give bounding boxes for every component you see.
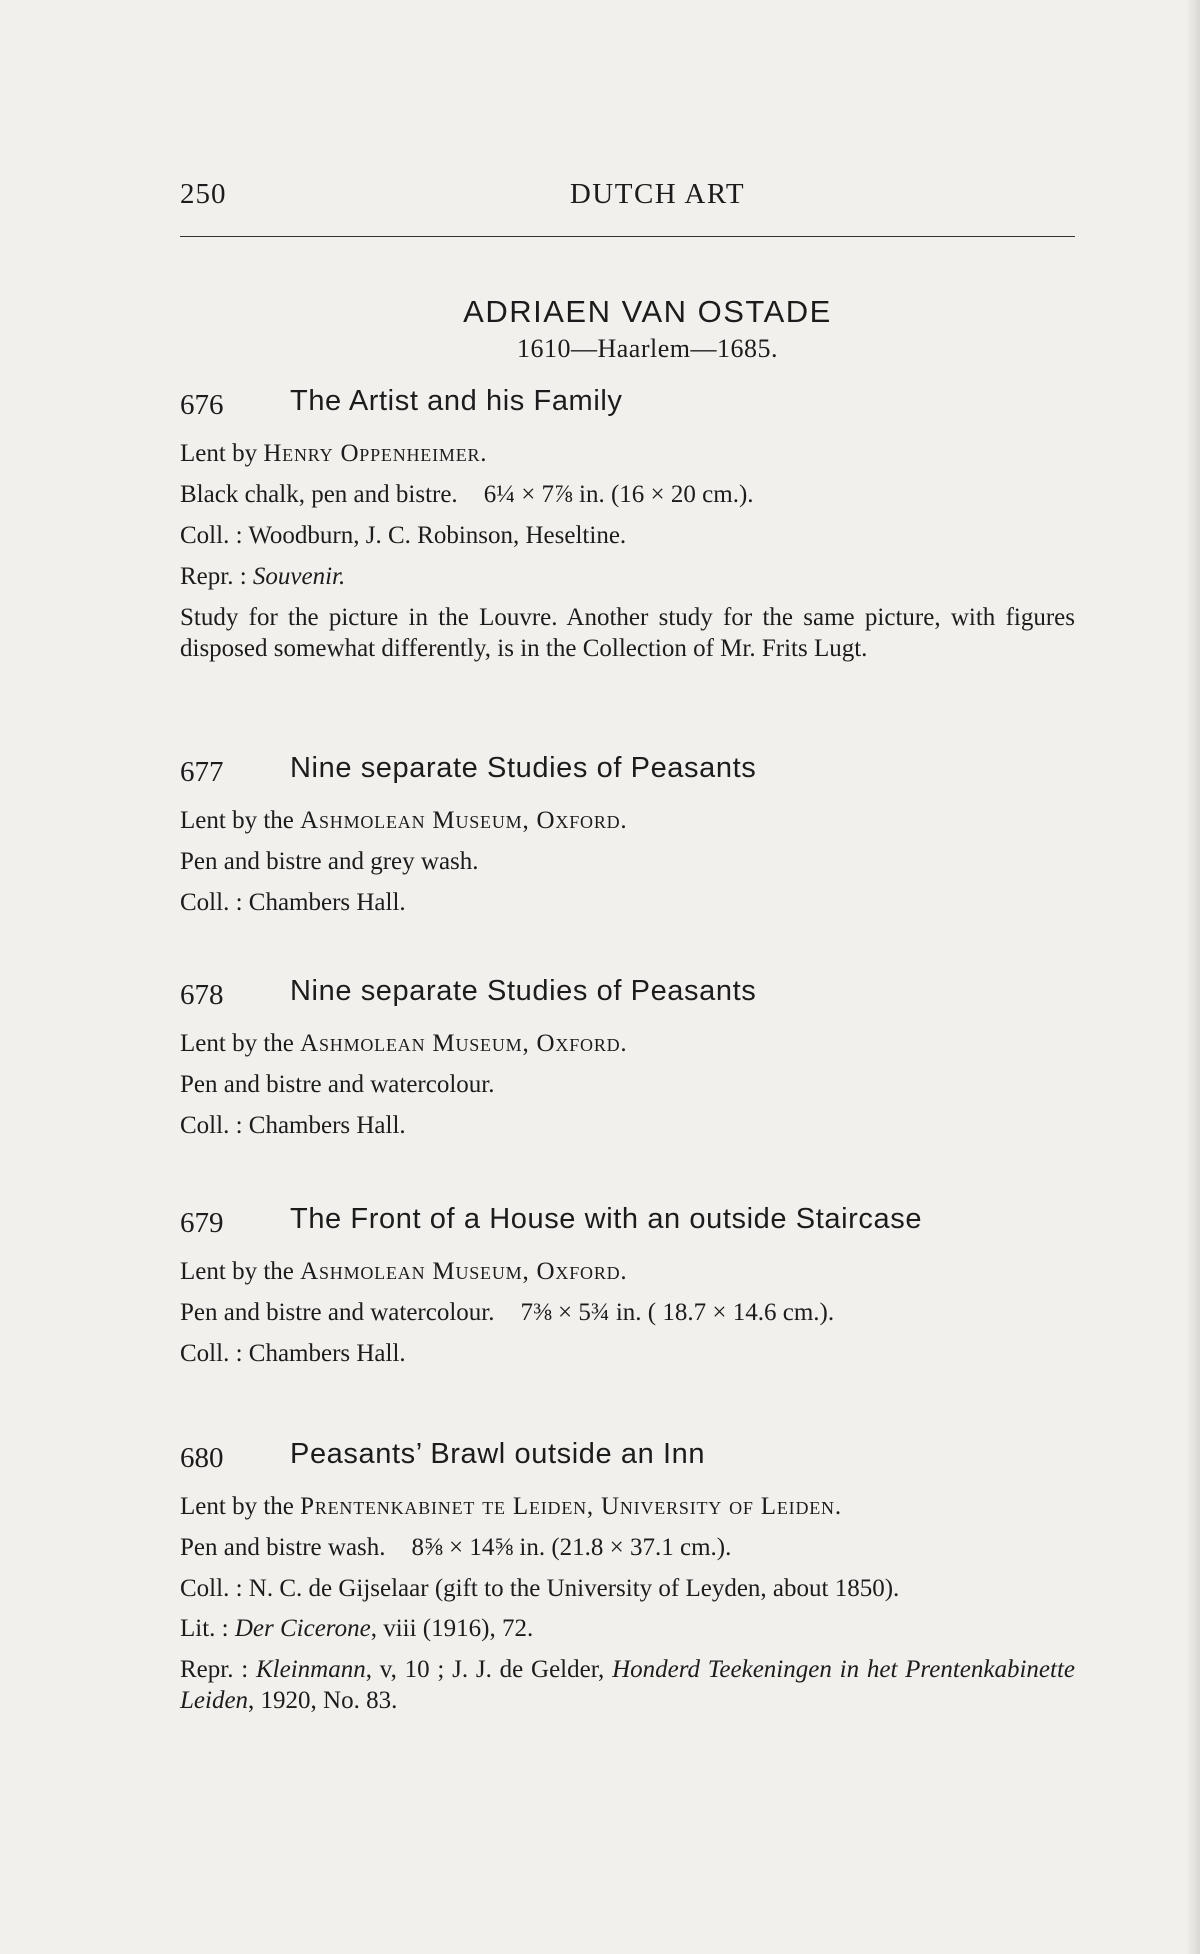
entry-title: Peasants’ Brawl outside an Inn	[290, 1438, 706, 1470]
lit-label: Lit. :	[180, 1615, 229, 1642]
coll-text: Chambers Hall.	[248, 1340, 406, 1367]
running-title: DUTCH ART	[569, 178, 746, 210]
repr-work-title-2: Honderd Teekeningen in het Prentenkabinette Leiden	[180, 1656, 1076, 1714]
repr-citation-end: , 1920, No. 83.	[248, 1687, 398, 1714]
medium-text: Pen and bistre and watercolour.	[180, 1299, 495, 1326]
entry-heading	[180, 752, 1075, 796]
catalogue-entry-680	[180, 1438, 1075, 1716]
entry-medium	[180, 479, 1075, 511]
entry-heading	[180, 1438, 1075, 1482]
entry-title: Nine separate Studies of Peasants	[290, 975, 757, 1007]
entry-literature	[180, 1613, 1075, 1645]
artist-dates: 1610—Haarlem—1685.	[516, 334, 778, 363]
entry-collection	[180, 887, 1075, 919]
lender-name: Ashmolean Museum, Oxford.	[300, 807, 628, 834]
coll-text: Woodburn, J. C. Robinson, Heseltine.	[248, 522, 627, 549]
catalogue-entry-676	[180, 385, 1075, 664]
entry-number: 679	[180, 1207, 224, 1239]
repr-citation: , v, 10 ; J. J. de Gelder,	[365, 1656, 613, 1683]
medium-text: Pen and bistre and grey wash.	[180, 848, 479, 875]
entry-collection	[180, 1110, 1075, 1142]
lender-name: Prentenkabinet te Leiden, University of Leiden.	[300, 1493, 842, 1520]
artist-heading	[180, 292, 1075, 366]
entry-title: The Front of a House with an outside Staircase	[290, 1203, 923, 1235]
entry-lender	[180, 438, 1075, 470]
page-number: 250	[180, 178, 227, 210]
coll-label: Coll. :	[180, 522, 243, 549]
repr-label: Repr. :	[180, 1656, 249, 1683]
medium-text: Black chalk, pen and bistre.	[180, 481, 458, 508]
coll-label: Coll. :	[180, 1575, 243, 1602]
entry-lender	[180, 1491, 1075, 1523]
entry-collection	[180, 520, 1075, 552]
catalogue-entry-678	[180, 975, 1075, 1142]
repr-label: Repr. :	[180, 563, 247, 590]
entry-heading	[180, 1203, 1075, 1247]
lit-citation: , viii (1916), 72.	[370, 1615, 534, 1642]
entry-lender	[180, 1028, 1075, 1060]
page-edge-shadow	[1186, 0, 1200, 1954]
coll-label: Coll. :	[180, 1340, 243, 1367]
entry-title: The Artist and his Family	[290, 385, 623, 417]
dimensions-text: 7⅜ × 5¾ in. ( 18.7 × 14.6 cm.).	[520, 1299, 835, 1326]
lender-name: Henry Oppenheimer.	[263, 440, 488, 467]
entry-number: 678	[180, 979, 224, 1011]
entry-collection	[180, 1338, 1075, 1370]
entry-number: 677	[180, 756, 224, 788]
dimensions-text: 8⅝ × 14⅝ in. (21.8 × 37.1 cm.).	[411, 1534, 732, 1561]
entry-medium	[180, 1297, 1075, 1329]
lent-by-label: Lent by the	[180, 807, 294, 834]
running-head	[180, 178, 1075, 218]
entry-heading	[180, 385, 1075, 429]
entry-heading	[180, 975, 1075, 1019]
dimensions-text: 6¼ × 7⅞ in. (16 × 20 cm.).	[483, 481, 754, 508]
entry-medium	[180, 1532, 1075, 1564]
entry-lender	[180, 1256, 1075, 1288]
lent-by-label: Lent by the	[180, 1030, 294, 1057]
lent-by-label: Lent by the	[180, 1493, 294, 1520]
lender-name: Ashmolean Museum, Oxford.	[300, 1030, 628, 1057]
repr-text: Souvenir.	[252, 563, 346, 590]
entry-note: Study for the picture in the Louvre. Another study for the same picture, with figures disposed somewhat differently, is in the Collection of Mr. Frits Lugt.	[180, 604, 1075, 662]
entry-collection	[180, 1573, 1075, 1604]
entry-lender	[180, 805, 1075, 837]
coll-text: Chambers Hall.	[248, 889, 406, 916]
entry-number: 680	[180, 1442, 224, 1474]
lender-name: Ashmolean Museum, Oxford.	[300, 1258, 628, 1285]
entry-title: Nine separate Studies of Peasants	[290, 752, 757, 784]
coll-text: N. C. de Gijselaar (gift to the University of Leyden, about 1850).	[248, 1575, 900, 1602]
entry-medium	[180, 846, 1075, 878]
coll-label: Coll. :	[180, 889, 243, 916]
entry-reproduction	[180, 1654, 1075, 1716]
entry-medium	[180, 1069, 1075, 1101]
medium-text: Pen and bistre and watercolour.	[180, 1071, 495, 1098]
lit-work-title: Der Cicerone	[234, 1615, 371, 1642]
catalogue-entry-677	[180, 752, 1075, 919]
entry-number: 676	[180, 389, 224, 421]
entry-reproduction	[180, 561, 1075, 593]
repr-work-title: Kleinmann	[255, 1656, 366, 1683]
coll-text: Chambers Hall.	[248, 1112, 406, 1139]
catalogue-entry-679	[180, 1203, 1075, 1370]
lent-by-label: Lent by the	[180, 1258, 294, 1285]
lent-by-label: Lent by	[180, 440, 258, 467]
artist-name: ADRIAEN VAN OSTADE	[463, 294, 832, 329]
medium-text: Pen and bistre wash.	[180, 1534, 386, 1561]
coll-label: Coll. :	[180, 1112, 243, 1139]
header-rule	[180, 236, 1075, 237]
